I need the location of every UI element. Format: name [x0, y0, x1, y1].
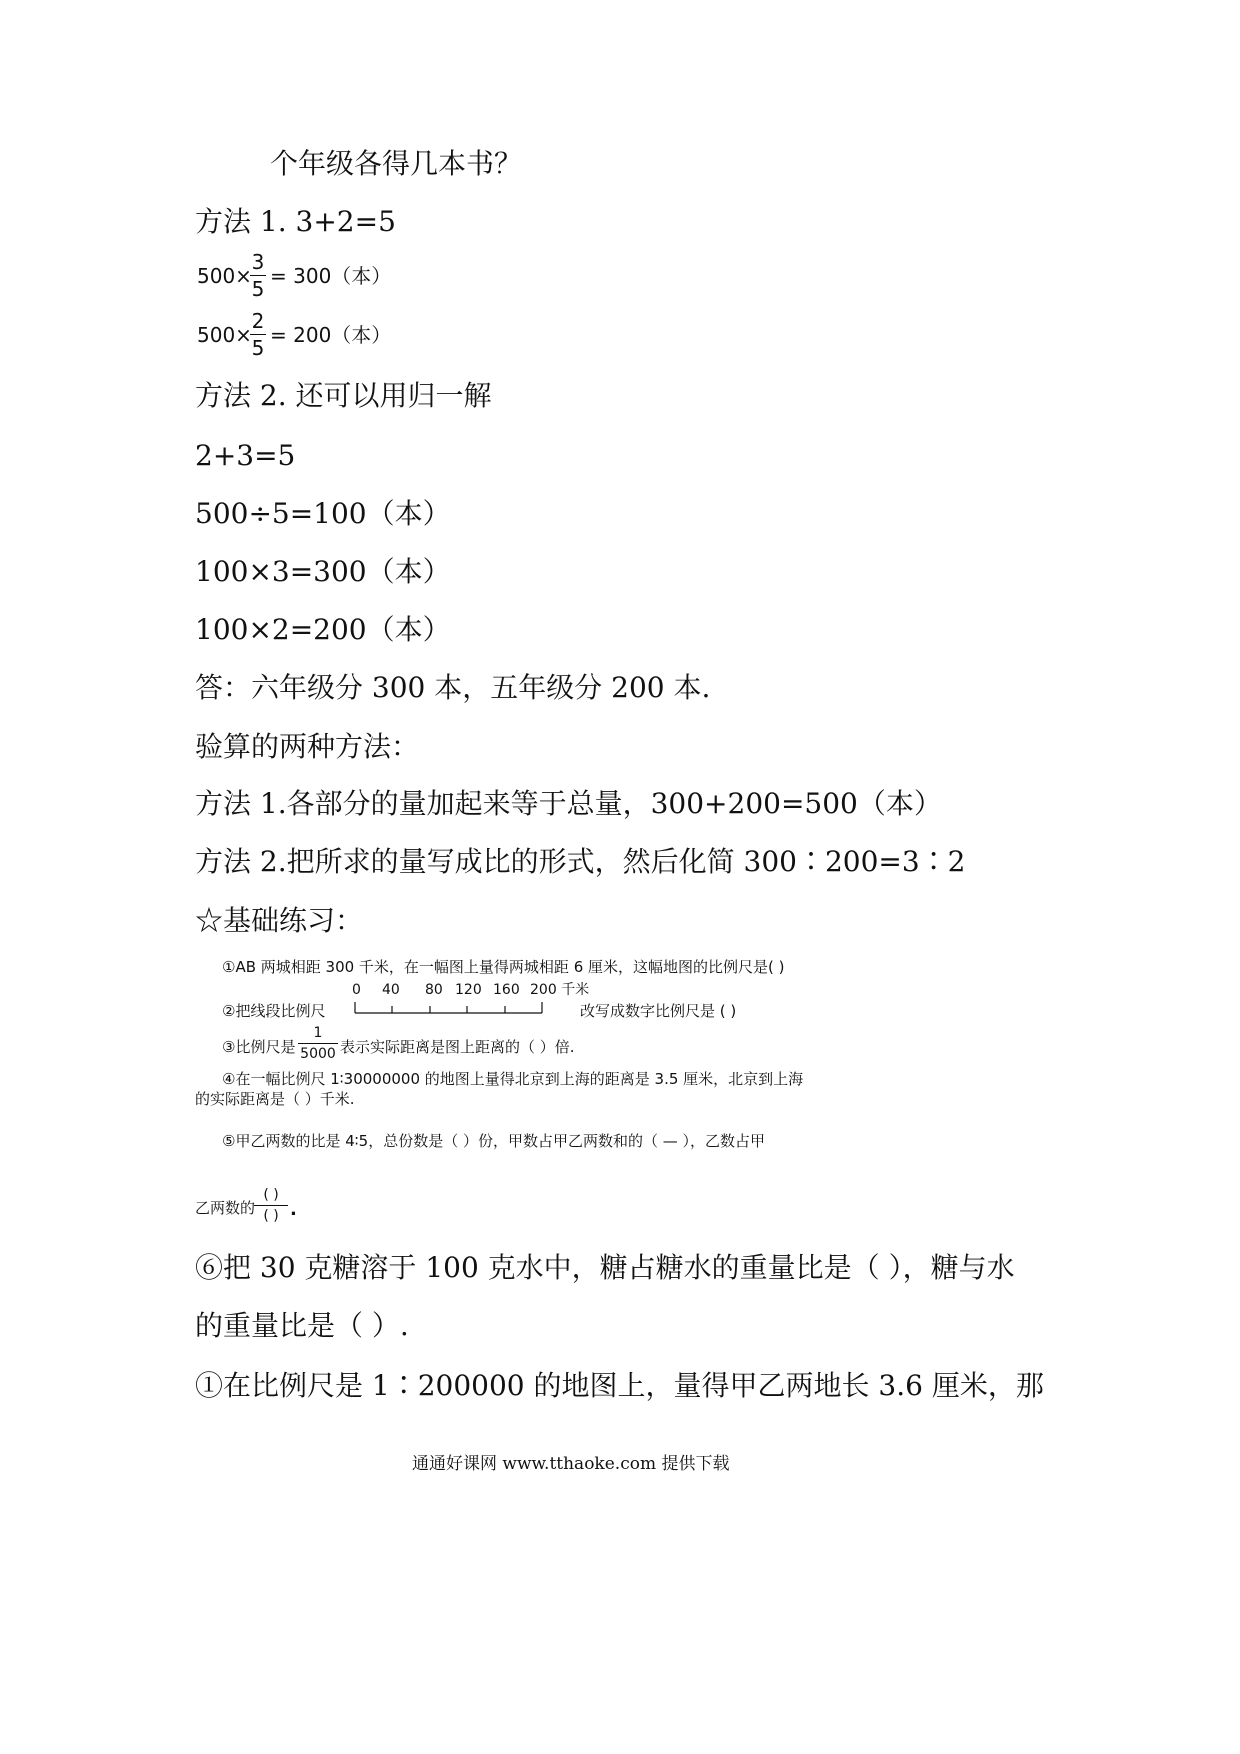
line-check-title: 验算的两种方法： — [195, 730, 420, 763]
exercise-3-numerator: 1 — [313, 1025, 323, 1041]
scale-tick-0: 0 — [352, 982, 361, 998]
formula-2-prefix: 500× — [197, 323, 252, 347]
exercise-7: ①在比例尺是 1∶200000 的地图上，量得甲乙两地长 3.6 厘米，那 — [195, 1369, 1044, 1402]
exercise-2-suffix: 改写成数字比例尺是 ( ) — [580, 1002, 737, 1020]
line-check-method2: 方法 2.把所求的量写成比的形式，然后化简 300∶200=3∶2 — [195, 845, 966, 878]
formula-2-fraction — [250, 311, 266, 358]
line-method2: 方法 2. 还可以用归一解 — [195, 379, 492, 412]
scale-tick-160: 160 — [493, 982, 520, 998]
scale-bar — [345, 980, 615, 1020]
scale-tick-80: 80 — [425, 982, 443, 998]
line-method1: 方法 1. 3+2=5 — [195, 205, 396, 238]
formula-2-denominator: 5 — [251, 336, 265, 360]
exercise-5-numerator: ( ) — [263, 1187, 279, 1203]
line-exercise-title: ☆基础练习： — [195, 904, 364, 937]
formula-1-prefix: 500× — [197, 264, 252, 288]
scale-tick-120: 120 — [455, 982, 482, 998]
exercise-4-line-2: 的实际距离是（ ）千米. — [195, 1090, 355, 1108]
exercise-3-prefix: ③比例尺是 — [222, 1038, 296, 1056]
formula-2-numerator: 2 — [251, 309, 265, 333]
exercise-6-line-1: ⑥把 30 克糖溶于 100 克水中，糖占糖水的重量比是（ ），糖与水 — [195, 1251, 1015, 1284]
exercise-5-line-2-prefix: 乙两数的 — [195, 1199, 256, 1217]
exercise-5-line-2-suffix: . — [290, 1199, 297, 1220]
line-sum: 2+3=5 — [195, 439, 296, 472]
line-answer: 答：六年级分 300 本，五年级分 200 本. — [195, 671, 711, 704]
formula-2-suffix: = 200（本） — [270, 323, 392, 347]
formula-1-denominator: 5 — [251, 277, 265, 301]
exercise-4-line-1: ④在一幅比例尺 1∶30000000 的地图上量得北京到上海的距离是 3.5 厘米，北京到上海 — [222, 1070, 804, 1088]
exercise-3-fraction — [298, 1026, 338, 1061]
scale-tick-40: 40 — [382, 982, 400, 998]
exercise-3-denominator: 5000 — [300, 1046, 336, 1062]
formula-1-fraction — [250, 252, 266, 299]
line-mult-2: 100×2=200（本） — [195, 613, 451, 646]
exercise-3-suffix: 表示实际距离是图上距离的（ ）倍. — [340, 1038, 575, 1056]
line-divide: 500÷5=100（本） — [195, 497, 451, 530]
line-check-method1: 方法 1.各部分的量加起来等于总量，300+200=500（本） — [195, 787, 942, 820]
line-mult-3: 100×3=300（本） — [195, 555, 451, 588]
formula-1-numerator: 3 — [251, 250, 265, 274]
exercise-6-line-2: 的重量比是（ ）. — [195, 1309, 409, 1342]
exercise-1: ①AB 两城相距 300 千米，在一幅图上量得两城相距 6 厘米，这幅地图的比例尺是( ) — [222, 958, 785, 976]
exercise-5-denominator: ( ) — [263, 1208, 279, 1224]
line-question: 个年级各得几本书？ — [270, 147, 523, 180]
page-footer: 通通好课网 www.tthaoke.com 提供下载 — [412, 1454, 730, 1474]
exercise-5-line-1: ⑤甲乙两数的比是 4∶5，总份数是（ ）份，甲数占甲乙两数和的（ — ），乙数占甲 — [222, 1132, 766, 1150]
exercise-5-fraction — [254, 1188, 288, 1223]
exercise-2-prefix: ②把线段比例尺 — [222, 1002, 326, 1020]
formula-1-suffix: = 300（本） — [270, 264, 392, 288]
scale-tick-200: 200 千米 — [530, 982, 590, 998]
